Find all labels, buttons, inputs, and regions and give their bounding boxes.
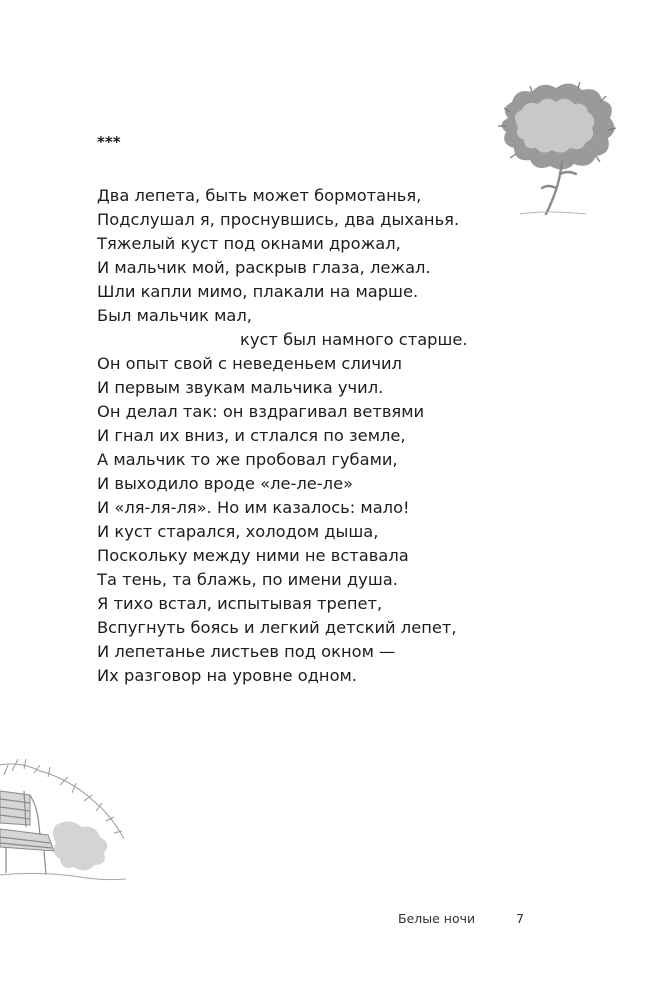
- poem-line: И гнал их вниз, и стлался по земле,: [97, 426, 406, 445]
- poem-line: Два лепета, быть может бормотанья,: [97, 186, 422, 205]
- poem-line: И «ля-ля-ля». Но им казалось: мало!: [97, 498, 410, 517]
- poem-line: И выходило вроде «ле-ле-ле»: [97, 474, 354, 493]
- running-footer-title: Белые ночи: [398, 911, 476, 926]
- page-number: 7: [516, 911, 524, 926]
- tree-illustration: [490, 78, 630, 218]
- poem-line: Их разговор на уровне одном.: [97, 666, 357, 685]
- poem-line: И лепетанье листьев под окном —: [97, 642, 396, 661]
- poem-line: И мальчик мой, раскрыв глаза, лежал.: [97, 258, 431, 277]
- poem-line: Поскольку между ними не вставала: [97, 546, 409, 565]
- poem-line: И куст старался, холодом дыша,: [97, 522, 379, 541]
- poem-line: Он делал так: он вздрагивал ветвями: [97, 402, 425, 421]
- poem-line: Вспугнуть боясь и легкий детский лепет,: [97, 618, 457, 637]
- poem-line: куст был намного старше.: [240, 330, 468, 349]
- poem-line: Шли капли мимо, плакали на марше.: [97, 282, 419, 301]
- section-separator: ***: [97, 133, 121, 151]
- poem-line: И первым звукам мальчика учил.: [97, 378, 384, 397]
- poem-line: Подслушал я, проснувшись, два дыханья.: [97, 210, 460, 229]
- poem-line: Тяжелый куст под окнами дрожал,: [97, 234, 401, 253]
- poem-line: Я тихо встал, испытывая трепет,: [97, 594, 383, 613]
- poem-line: Был мальчик мал,: [97, 306, 252, 325]
- poem-line: Та тень, та блажь, по имени душа.: [97, 570, 398, 589]
- bench-illustration: [0, 755, 130, 885]
- poem-line: Он опыт свой с неведеньем сличил: [97, 354, 402, 373]
- poem-text: [97, 184, 468, 688]
- poem-line: А мальчик то же пробовал губами,: [97, 450, 398, 469]
